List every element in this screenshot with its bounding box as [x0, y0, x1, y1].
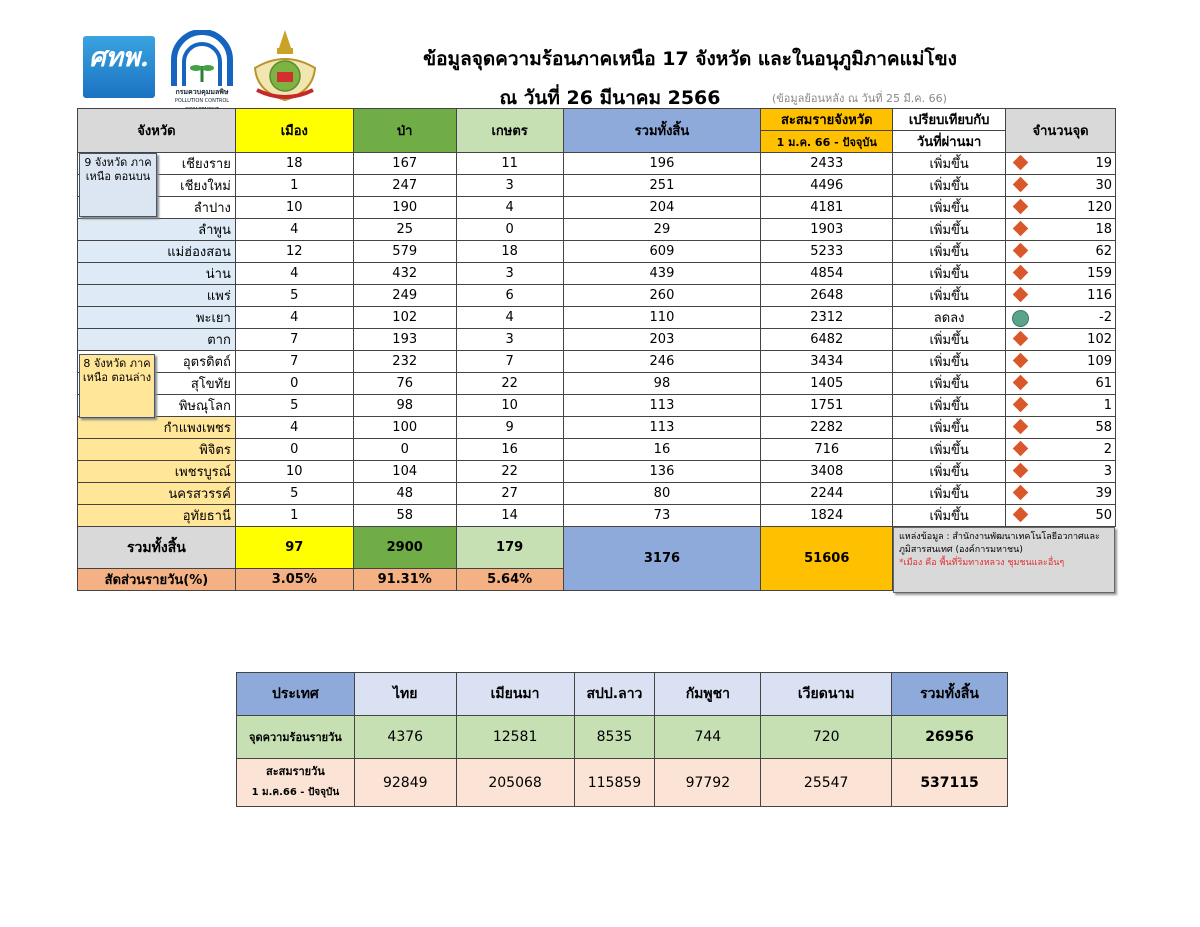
cell-agri: 14 [456, 505, 563, 527]
cell-trend: เพิ่มขึ้น [893, 373, 1006, 395]
cell-cumulative: 2433 [761, 153, 893, 175]
country-header-cell: รวมทั้งสิ้น [892, 673, 1008, 716]
table-row [78, 417, 1116, 439]
cell-total: 609 [563, 241, 761, 263]
header-province: จังหวัด [78, 109, 236, 153]
cell-city: 0 [235, 439, 353, 461]
cell-city: 18 [235, 153, 353, 175]
mekong-country-table [236, 672, 1008, 807]
cell-total: 204 [563, 197, 761, 219]
count-value: 1 [1103, 398, 1112, 413]
table-row [78, 461, 1116, 483]
table-row [78, 175, 1116, 197]
pcd-emblem-icon [168, 30, 236, 88]
table-row [78, 219, 1116, 241]
increase-diamond-icon [1013, 353, 1029, 369]
cell-agri: 3 [456, 329, 563, 351]
cell-trend: เพิ่มขึ้น [893, 461, 1006, 483]
cell-agri: 27 [456, 483, 563, 505]
country-header-cell: ประเทศ [237, 673, 355, 716]
cell-cumulative: 1751 [761, 395, 893, 417]
city-definition-note: *เมือง คือ พื้นที่ริมทางหลวง ชุมชนและอื่นๆ [899, 558, 1065, 568]
cell-city: 5 [235, 483, 353, 505]
cell-trend: เพิ่มขึ้น [893, 175, 1006, 197]
cell-trend: เพิ่มขึ้น [893, 263, 1006, 285]
header-cumulative: สะสมรายจังหวัด [761, 109, 893, 131]
cell-cumulative: 4496 [761, 175, 893, 197]
cell-city: 12 [235, 241, 353, 263]
cell-city: 4 [235, 417, 353, 439]
cell-forest: 167 [353, 153, 456, 175]
header-count: จำนวนจุด [1006, 109, 1116, 153]
cell-total: 110 [563, 307, 761, 329]
region-lower-label: 8 จังหวัด ภาคเหนือ ตอนล่าง [79, 354, 155, 418]
cell-trend: เพิ่มขึ้น [893, 351, 1006, 373]
gistda-logo-text: ศทพ. [89, 43, 149, 73]
cell-count [1006, 351, 1116, 373]
count-value: 18 [1095, 222, 1112, 237]
table-row [78, 241, 1116, 263]
cell-city: 5 [235, 395, 353, 417]
totals-total: 3176 [563, 527, 761, 591]
daily-value: 8535 [574, 716, 655, 759]
cell-total: 246 [563, 351, 761, 373]
increase-diamond-icon [1013, 419, 1029, 435]
increase-diamond-icon [1013, 177, 1029, 193]
cell-trend: เพิ่มขึ้น [893, 241, 1006, 263]
count-value: 3 [1103, 464, 1112, 479]
cell-total: 203 [563, 329, 761, 351]
daily-value: 4376 [354, 716, 456, 759]
cell-forest: 190 [353, 197, 456, 219]
table-row [78, 285, 1116, 307]
increase-diamond-icon [1013, 331, 1029, 347]
header-forest: ป่า [353, 109, 456, 153]
table-row [78, 307, 1116, 329]
cell-forest: 432 [353, 263, 456, 285]
cell-province: อุทัยธานี [78, 505, 236, 527]
cell-province: นครสวรรค์ [78, 483, 236, 505]
cell-agri: 18 [456, 241, 563, 263]
header-city: เมือง [235, 109, 353, 153]
country-header-cell: เมียนมา [456, 673, 574, 716]
count-value: 2 [1103, 442, 1112, 457]
ratio-label: สัดส่วนรายวัน(%) [78, 569, 236, 591]
count-value: 120 [1087, 200, 1112, 215]
cell-cumulative: 2244 [761, 483, 893, 505]
cell-total: 251 [563, 175, 761, 197]
header-agri: เกษตร [456, 109, 563, 153]
increase-diamond-icon [1013, 243, 1029, 259]
cell-province: แพร่ [78, 285, 236, 307]
cell-total: 29 [563, 219, 761, 241]
cell-agri: 9 [456, 417, 563, 439]
count-value: 62 [1095, 244, 1112, 259]
cumulative-value: 115859 [574, 759, 655, 807]
country-header-cell: กัมพูชา [655, 673, 761, 716]
increase-diamond-icon [1013, 463, 1029, 479]
increase-diamond-icon [1013, 199, 1029, 215]
increase-diamond-icon [1013, 485, 1029, 501]
cell-agri: 11 [456, 153, 563, 175]
cell-forest: 102 [353, 307, 456, 329]
cell-total: 113 [563, 395, 761, 417]
cell-count [1006, 219, 1116, 241]
cell-agri: 16 [456, 439, 563, 461]
daily-value: 26956 [892, 716, 1008, 759]
increase-diamond-icon [1013, 221, 1029, 237]
table-row [78, 373, 1116, 395]
table-row [78, 483, 1116, 505]
page-title: ข้อมูลจุดความร้อนภาคเหนือ 17 จังหวัด และในอนุภูมิภาคแม่โขง [423, 48, 957, 70]
increase-diamond-icon [1013, 397, 1029, 413]
ratio-city: 3.05% [235, 569, 353, 591]
cell-cumulative: 1405 [761, 373, 893, 395]
cell-province: แม่ฮ่องสอน [78, 241, 236, 263]
cell-count [1006, 197, 1116, 219]
cell-cumulative: 5233 [761, 241, 893, 263]
increase-diamond-icon [1013, 507, 1029, 523]
cell-city: 10 [235, 461, 353, 483]
cell-cumulative: 4181 [761, 197, 893, 219]
count-value: 61 [1095, 376, 1112, 391]
cell-province: เพชรบูรณ์ [78, 461, 236, 483]
cumulative-label: สะสมรายวัน 1 ม.ค.66 - ปัจจุบัน [237, 759, 355, 807]
daily-value: 744 [655, 716, 761, 759]
cell-total: 80 [563, 483, 761, 505]
header-compare: เปรียบเทียบกับ [893, 109, 1006, 131]
increase-diamond-icon [1013, 375, 1029, 391]
cell-agri: 6 [456, 285, 563, 307]
cell-total: 73 [563, 505, 761, 527]
count-value: 159 [1087, 266, 1112, 281]
header-total: รวมทั้งสิ้น [563, 109, 761, 153]
cell-province: กำแพงเพชร [78, 417, 236, 439]
cell-agri: 3 [456, 263, 563, 285]
totals-label: รวมทั้งสิ้น [78, 527, 236, 569]
cell-province: ลำปาง [78, 197, 236, 219]
cell-total: 260 [563, 285, 761, 307]
daily-value: 12581 [456, 716, 574, 759]
ministry-seal-icon [247, 28, 323, 104]
region-upper-label: 9 จังหวัด ภาคเหนือ ตอนบน [79, 153, 157, 217]
cell-trend: เพิ่มขึ้น [893, 395, 1006, 417]
cell-city: 7 [235, 351, 353, 373]
increase-diamond-icon [1013, 155, 1029, 171]
cell-province: พะเยา [78, 307, 236, 329]
cell-total: 136 [563, 461, 761, 483]
table-row [78, 197, 1116, 219]
increase-diamond-icon [1013, 265, 1029, 281]
cell-trend: เพิ่มขึ้น [893, 439, 1006, 461]
cell-agri: 0 [456, 219, 563, 241]
count-value: 58 [1095, 420, 1112, 435]
totals-city: 97 [235, 527, 353, 569]
table-row [78, 329, 1116, 351]
cell-count [1006, 395, 1116, 417]
cell-cumulative: 2282 [761, 417, 893, 439]
cell-trend: เพิ่มขึ้น [893, 417, 1006, 439]
cumulative-value: 205068 [456, 759, 574, 807]
cell-total: 98 [563, 373, 761, 395]
cell-cumulative: 4854 [761, 263, 893, 285]
cell-forest: 76 [353, 373, 456, 395]
cell-trend: เพิ่มขึ้น [893, 197, 1006, 219]
cell-city: 4 [235, 263, 353, 285]
table-row [78, 439, 1116, 461]
cell-forest: 100 [353, 417, 456, 439]
ratio-agri: 5.64% [456, 569, 563, 591]
cell-forest: 0 [353, 439, 456, 461]
cell-trend: เพิ่มขึ้น [893, 505, 1006, 527]
country-header-cell: สปป.ลาว [574, 673, 655, 716]
cell-province: เชียงใหม่ [78, 175, 236, 197]
pcd-caption-en: POLLUTION CONTROL [174, 98, 230, 104]
cell-trend: เพิ่มขึ้น [893, 329, 1006, 351]
daily-label: จุดความร้อนรายวัน [237, 716, 355, 759]
cell-city: 5 [235, 285, 353, 307]
cell-count [1006, 307, 1116, 329]
cell-count [1006, 241, 1116, 263]
cell-province: ตาก [78, 329, 236, 351]
cell-province: ลำพูน [78, 219, 236, 241]
totals-cumulative: 51606 [761, 527, 893, 591]
cell-cumulative: 3408 [761, 461, 893, 483]
cell-count [1006, 505, 1116, 527]
country-header-cell: เวียดนาม [761, 673, 892, 716]
cell-agri: 22 [456, 373, 563, 395]
back-data-note: (ข้อมูลย้อนหลัง ณ วันที่ 25 มี.ค. 66) [772, 92, 947, 105]
count-value: 19 [1095, 156, 1112, 171]
cell-agri: 3 [456, 175, 563, 197]
cell-cumulative: 716 [761, 439, 893, 461]
cell-total: 16 [563, 439, 761, 461]
cell-forest: 25 [353, 219, 456, 241]
cell-forest: 58 [353, 505, 456, 527]
cell-city: 10 [235, 197, 353, 219]
cell-count [1006, 439, 1116, 461]
gistda-logo [83, 36, 155, 98]
cell-city: 4 [235, 219, 353, 241]
count-value: 102 [1087, 332, 1112, 347]
cell-city: 4 [235, 307, 353, 329]
cell-cumulative: 6482 [761, 329, 893, 351]
cell-forest: 232 [353, 351, 456, 373]
cell-agri: 10 [456, 395, 563, 417]
cell-trend: เพิ่มขึ้น [893, 285, 1006, 307]
cell-agri: 4 [456, 197, 563, 219]
cell-trend: เพิ่มขึ้น [893, 483, 1006, 505]
table-row [78, 153, 1116, 175]
cell-province: น่าน [78, 263, 236, 285]
pcd-logo [168, 30, 236, 102]
cell-agri: 22 [456, 461, 563, 483]
cell-total: 196 [563, 153, 761, 175]
cell-province: เชียงราย [78, 153, 236, 175]
cell-trend: ลดลง [893, 307, 1006, 329]
cell-forest: 48 [353, 483, 456, 505]
cell-count [1006, 373, 1116, 395]
cell-forest: 104 [353, 461, 456, 483]
cell-city: 1 [235, 505, 353, 527]
cell-agri: 4 [456, 307, 563, 329]
cell-province: สุโขทัย [78, 373, 236, 395]
cell-count [1006, 417, 1116, 439]
cumulative-value: 92849 [354, 759, 456, 807]
cell-total: 113 [563, 417, 761, 439]
cell-cumulative: 3434 [761, 351, 893, 373]
count-value: -2 [1099, 310, 1112, 325]
increase-diamond-icon [1013, 441, 1029, 457]
cell-count [1006, 329, 1116, 351]
decrease-circle-icon [1012, 310, 1029, 327]
cell-forest: 247 [353, 175, 456, 197]
table-row [78, 263, 1116, 285]
totals-agri: 179 [456, 527, 563, 569]
cumulative-value: 25547 [761, 759, 892, 807]
table-row [78, 505, 1116, 527]
table-row [78, 351, 1116, 373]
cell-total: 439 [563, 263, 761, 285]
totals-forest: 2900 [353, 527, 456, 569]
header-cumulative-sub: 1 ม.ค. 66 - ปัจจุบัน [761, 131, 893, 153]
pcd-caption: กรมควบคุมมลพิษ [175, 88, 229, 96]
country-header-cell: ไทย [354, 673, 456, 716]
cell-agri: 7 [456, 351, 563, 373]
cell-province: พิจิตร [78, 439, 236, 461]
cell-count [1006, 461, 1116, 483]
count-value: 30 [1095, 178, 1112, 193]
cell-province: พิษณุโลก [78, 395, 236, 417]
cell-trend: เพิ่มขึ้น [893, 153, 1006, 175]
increase-diamond-icon [1013, 287, 1029, 303]
count-value: 109 [1087, 354, 1112, 369]
source-text: แหล่งข้อมูล : สำนักงานพัฒนาเทคโนโลยีอวกาศและภูมิสารสนเทศ (องค์การมหาชน) [899, 532, 1100, 555]
hotspot-province-table [77, 108, 1116, 591]
ratio-forest: 91.31% [353, 569, 456, 591]
cell-count [1006, 153, 1116, 175]
cell-city: 1 [235, 175, 353, 197]
cell-cumulative: 2312 [761, 307, 893, 329]
cell-city: 0 [235, 373, 353, 395]
cell-count [1006, 483, 1116, 505]
cell-count [1006, 175, 1116, 197]
cumulative-value: 537115 [892, 759, 1008, 807]
cumulative-value: 97792 [655, 759, 761, 807]
cell-trend: เพิ่มขึ้น [893, 219, 1006, 241]
cell-cumulative: 1903 [761, 219, 893, 241]
header-compare-sub: วันที่ผ่านมา [893, 131, 1006, 153]
cell-forest: 579 [353, 241, 456, 263]
cell-city: 7 [235, 329, 353, 351]
cell-forest: 193 [353, 329, 456, 351]
cell-province: อุตรดิตถ์ [78, 351, 236, 373]
count-value: 39 [1095, 486, 1112, 501]
cell-count [1006, 285, 1116, 307]
cell-cumulative: 1824 [761, 505, 893, 527]
count-value: 50 [1095, 508, 1112, 523]
cell-forest: 98 [353, 395, 456, 417]
daily-value: 720 [761, 716, 892, 759]
table-row [78, 395, 1116, 417]
cell-count [1006, 263, 1116, 285]
count-value: 116 [1087, 288, 1112, 303]
cell-forest: 249 [353, 285, 456, 307]
source-note [893, 527, 1115, 593]
page-date: ณ วันที่ 26 มีนาคม 2566 [499, 87, 721, 109]
cell-cumulative: 2648 [761, 285, 893, 307]
